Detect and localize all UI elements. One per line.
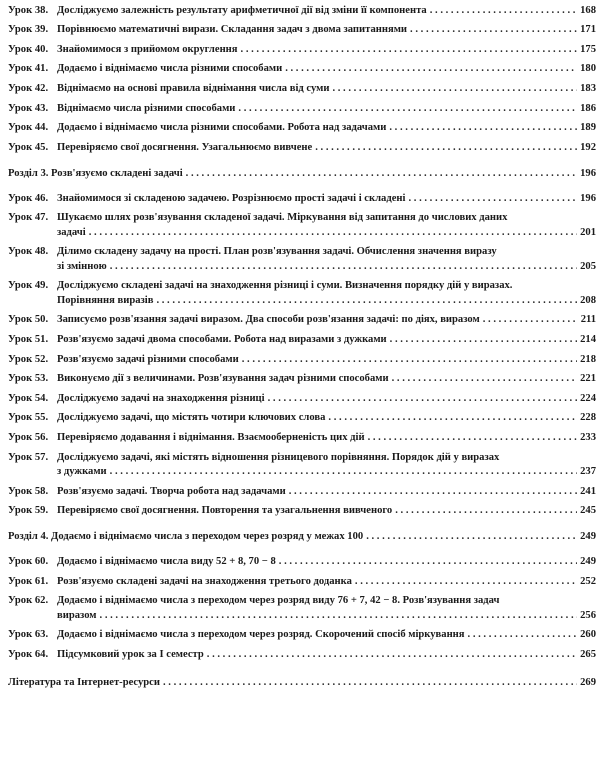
dot-leader (328, 411, 577, 425)
page-number: 201 (580, 226, 596, 238)
lesson-body (57, 372, 596, 386)
page-number: 196 (580, 192, 596, 204)
lesson-body (57, 648, 596, 662)
page-number: 189 (580, 122, 596, 134)
lesson-title: Додаємо і віднімаємо числа з переходом через розряд. Скорочений спосіб міркування (57, 629, 465, 641)
lesson-title-line (57, 411, 596, 425)
dot-leader (241, 43, 578, 57)
lesson-entry (8, 428, 596, 448)
lesson-title-line (57, 102, 596, 116)
lesson-title-line (57, 648, 596, 662)
lesson-body (57, 245, 596, 274)
lesson-title: Підсумковий урок за I семестр (57, 648, 204, 660)
lesson-title-line (57, 82, 596, 96)
references-entry (8, 665, 596, 698)
lesson-entry (8, 99, 596, 119)
lesson-title-line (57, 121, 596, 135)
lesson-title-line (57, 294, 596, 308)
lesson-number: Урок 49. (8, 280, 49, 292)
lesson-title: Перевіряємо свої досягнення. Узагальнюємо вивчене (57, 141, 313, 153)
page-number: 224 (580, 392, 596, 404)
lesson-number: Урок 64. (8, 648, 49, 660)
lesson-title-line (57, 555, 596, 569)
lesson-title-line (57, 279, 596, 293)
page-number: 237 (580, 465, 596, 477)
lesson-number: Урок 56. (8, 431, 49, 443)
dot-leader (315, 141, 577, 155)
dot-leader (186, 167, 577, 181)
lesson-body (57, 4, 596, 18)
lesson-entry (8, 448, 596, 482)
lesson-entry (8, 277, 596, 311)
lesson-title: Ділимо складену задачу на прості. План розв'язування задачі. Обчислення значення виразу (57, 246, 497, 258)
lesson-title-line (57, 575, 596, 589)
lesson-entry (8, 572, 596, 592)
lesson-number: Урок 41. (8, 63, 49, 75)
lesson-body (57, 279, 596, 308)
lesson-body (57, 211, 596, 240)
lesson-number: Урок 48. (8, 246, 49, 258)
lesson-title: Перевіряємо свої досягнення. Повторення та узагальнення вивченого (57, 505, 393, 517)
section-heading (8, 521, 596, 552)
lesson-title-continued: виразом (57, 609, 97, 621)
lesson-title: Знайомимося з прийомом округлення (57, 43, 238, 55)
lesson-title-continued: задачі (57, 226, 86, 238)
lesson-title-continued: Порівняння виразів (57, 294, 154, 306)
lesson-title: Додаємо і віднімаємо числа різними способами (57, 63, 283, 75)
lesson-number: Урок 50. (8, 314, 49, 326)
lesson-title-line (57, 141, 596, 155)
dot-leader (395, 504, 577, 518)
lesson-title-continued: з дужками (57, 465, 107, 477)
lesson-number: Урок 63. (8, 629, 49, 641)
lesson-title: Додаємо і віднімаємо числа виду 52 + 8, 70 − 8 (57, 556, 276, 568)
lesson-title-line (57, 260, 596, 274)
lesson-entry (8, 409, 596, 429)
lesson-entry (8, 1, 596, 21)
lesson-entry (8, 21, 596, 41)
lesson-title-line (57, 451, 596, 465)
lesson-title-line (57, 431, 596, 445)
dot-leader (410, 23, 577, 37)
dot-leader (289, 485, 577, 499)
lesson-title-line (57, 245, 596, 259)
lesson-entry (8, 389, 596, 409)
lesson-entry (8, 311, 596, 331)
lesson-title: Розв'язуємо задачі двома способами. Робота над виразами з дужками (57, 333, 387, 345)
lesson-title-line (57, 333, 596, 347)
lesson-title: Досліджуємо задачі на знаходження різниці (57, 392, 265, 404)
lesson-body (57, 192, 596, 206)
lesson-number: Урок 40. (8, 43, 49, 55)
lesson-title: Досліджуємо задачі, які містять відношення різницевого порівняння. Порядок дій у виразах (57, 451, 500, 463)
lesson-title: Досліджуємо складені задачі на знаходження різниці і суми. Визначення порядку дій у виразах. (57, 280, 513, 292)
lesson-number: Урок 60. (8, 556, 49, 568)
page-number: 205 (580, 260, 596, 272)
lesson-title: Віднімаємо числа різними способами (57, 102, 236, 114)
lesson-number: Урок 44. (8, 122, 49, 134)
dot-leader (389, 121, 577, 135)
dot-leader (238, 102, 577, 116)
dot-leader (110, 465, 577, 479)
lesson-entry (8, 350, 596, 370)
lesson-title-line (57, 465, 596, 479)
lesson-body (57, 504, 596, 518)
lesson-entry (8, 482, 596, 502)
dot-leader (207, 648, 577, 662)
lesson-title-line (57, 628, 596, 642)
lesson-title-line (57, 504, 596, 518)
lesson-number: Урок 58. (8, 485, 49, 497)
lesson-title-line (57, 609, 596, 623)
lesson-body (57, 485, 596, 499)
section-title: Розділ 3. Розв'язуємо складені задачі (8, 167, 183, 179)
dot-leader (430, 4, 577, 18)
lesson-number: Урок 51. (8, 333, 49, 345)
lesson-body (57, 451, 596, 480)
lesson-number: Урок 61. (8, 575, 49, 587)
lesson-body (57, 141, 596, 155)
lesson-title: Перевіряємо додавання і віднімання. Взаємооберненість цих дій (57, 431, 365, 443)
lesson-number: Урок 57. (8, 451, 49, 463)
lesson-title-line (57, 62, 596, 76)
lesson-entry (8, 502, 596, 522)
lesson-entry (8, 60, 596, 80)
lesson-number: Урок 43. (8, 102, 49, 114)
page-number: 269 (580, 676, 596, 688)
page-number: 218 (580, 353, 596, 365)
dot-leader (163, 676, 577, 690)
lesson-title: Додаємо і віднімаємо числа з переходом через розряд виду 76 + 7, 42 − 8. Розв'язування задач (57, 595, 500, 607)
lesson-body (57, 411, 596, 425)
page-number: 183 (580, 82, 596, 94)
lesson-title: Знайомимося зі складеною задачею. Розрізнюємо прості задачі і складені (57, 192, 406, 204)
lesson-title-line (57, 392, 596, 406)
dot-leader (100, 609, 578, 623)
dot-leader (156, 294, 577, 308)
page-number: 252 (580, 575, 596, 587)
lesson-number: Урок 39. (8, 24, 49, 36)
page-number: 249 (580, 556, 596, 568)
lesson-title: Досліджуємо залежність результату арифметичної дії від зміни її компонента (57, 4, 427, 16)
lesson-body (57, 313, 596, 327)
lesson-entry (8, 553, 596, 573)
dot-leader (268, 392, 578, 406)
lesson-title: Порівнюємо математичні вирази. Складання задач з двома запитаннями (57, 24, 408, 36)
lesson-entry (8, 330, 596, 350)
lesson-body (57, 575, 596, 589)
lesson-number: Урок 62. (8, 595, 49, 607)
lesson-title: Розв'язуємо складені задачі на знаходження третього доданка (57, 575, 352, 587)
lesson-body (57, 43, 596, 57)
page-number: 256 (580, 609, 596, 621)
dot-leader (390, 333, 577, 347)
lesson-number: Урок 53. (8, 373, 49, 385)
lesson-body (57, 333, 596, 347)
lesson-number: Урок 54. (8, 392, 49, 404)
lesson-title-line (57, 192, 596, 206)
lesson-title-line (57, 226, 596, 240)
lesson-title: Записуємо розв'язання задачі виразом. Два способи розв'язання задачі: по діях, виразом (57, 314, 480, 326)
dot-leader (110, 260, 577, 274)
lesson-number: Урок 52. (8, 353, 49, 365)
lesson-body (57, 82, 596, 96)
page-number: 233 (580, 431, 596, 443)
lesson-number: Урок 47. (8, 212, 49, 224)
lesson-number: Урок 45. (8, 141, 49, 153)
dot-leader (368, 431, 578, 445)
page-number: 175 (580, 43, 596, 55)
lesson-entry (8, 138, 596, 158)
dot-leader (408, 192, 577, 206)
lesson-body (57, 431, 596, 445)
lesson-entry (8, 79, 596, 99)
dot-leader (468, 628, 578, 642)
page-number: 241 (580, 485, 596, 497)
page-number: 228 (580, 412, 596, 424)
page-number: 186 (580, 102, 596, 114)
lesson-body (57, 62, 596, 76)
lesson-body (57, 392, 596, 406)
lesson-number: Урок 55. (8, 412, 49, 424)
dot-leader (355, 575, 577, 589)
lesson-body (57, 594, 596, 623)
dot-leader (483, 313, 578, 327)
lesson-title: Віднімаємо на основі правила віднімання числа від суми (57, 82, 330, 94)
page-number: 168 (580, 4, 596, 16)
lesson-entry (8, 626, 596, 646)
lesson-title: Шукаємо шлях розв'язування складеної задачі. Міркування від запитання до числових даних (57, 212, 508, 224)
lesson-entry (8, 40, 596, 60)
section-title: Розділ 4. Додаємо і віднімаємо числа з переходом через розряд у межах 100 (8, 531, 364, 543)
page-number: 221 (580, 373, 596, 385)
lesson-title-line (57, 313, 596, 327)
section-title: Література та Інтернет-ресурси (8, 676, 160, 688)
dot-leader (392, 372, 578, 386)
page-number: 211 (580, 314, 596, 326)
page-number: 265 (580, 648, 596, 660)
lesson-entry (8, 592, 596, 626)
page-number: 245 (580, 505, 596, 517)
lesson-entry (8, 119, 596, 139)
lesson-body (57, 121, 596, 135)
page-number: 180 (580, 63, 596, 75)
dot-leader (366, 530, 577, 544)
lesson-title: Додаємо і віднімаємо числа різними способами. Робота над задачами (57, 122, 387, 134)
dot-leader (279, 555, 577, 569)
lesson-number: Урок 38. (8, 4, 49, 16)
lesson-title-line (57, 4, 596, 18)
lesson-number: Урок 59. (8, 505, 49, 517)
lesson-number: Урок 42. (8, 82, 49, 94)
lesson-entry (8, 243, 596, 277)
lesson-title: Досліджуємо задачі, що містять чотири ключових слова (57, 412, 326, 424)
lesson-body (57, 555, 596, 569)
lesson-title-line (57, 43, 596, 57)
lesson-title-line (57, 485, 596, 499)
lesson-title-line (57, 594, 596, 608)
lesson-entry (8, 645, 596, 665)
section-heading (8, 158, 596, 189)
lesson-title-line (57, 372, 596, 386)
lesson-entry (8, 189, 596, 209)
lesson-title-line (57, 211, 596, 225)
page-number: 208 (580, 294, 596, 306)
lesson-title: Виконуємо дії з величинами. Розв'язування задач різними способами (57, 373, 389, 385)
page-number: 196 (580, 167, 596, 179)
page-number: 260 (580, 629, 596, 641)
lesson-body (57, 23, 596, 37)
lesson-entry (8, 370, 596, 390)
dot-leader (285, 62, 577, 76)
page-number: 171 (580, 24, 596, 36)
lesson-number: Урок 46. (8, 192, 49, 204)
lesson-body (57, 628, 596, 642)
lesson-entry (8, 209, 596, 243)
dot-leader (242, 353, 577, 367)
lesson-body (57, 102, 596, 116)
dot-leader (332, 82, 577, 96)
table-of-contents (8, 1, 596, 698)
lesson-title-continued: зі змінною (57, 260, 107, 272)
page-number: 192 (580, 141, 596, 153)
lesson-title-line (57, 353, 596, 367)
page-number: 214 (580, 333, 596, 345)
lesson-title: Розв'язуємо задачі різними способами (57, 353, 239, 365)
lesson-title-line (57, 23, 596, 37)
lesson-title: Розв'язуємо задачі. Творча робота над задачами (57, 485, 286, 497)
page-number: 249 (580, 531, 596, 543)
lesson-body (57, 353, 596, 367)
dot-leader (89, 226, 577, 240)
